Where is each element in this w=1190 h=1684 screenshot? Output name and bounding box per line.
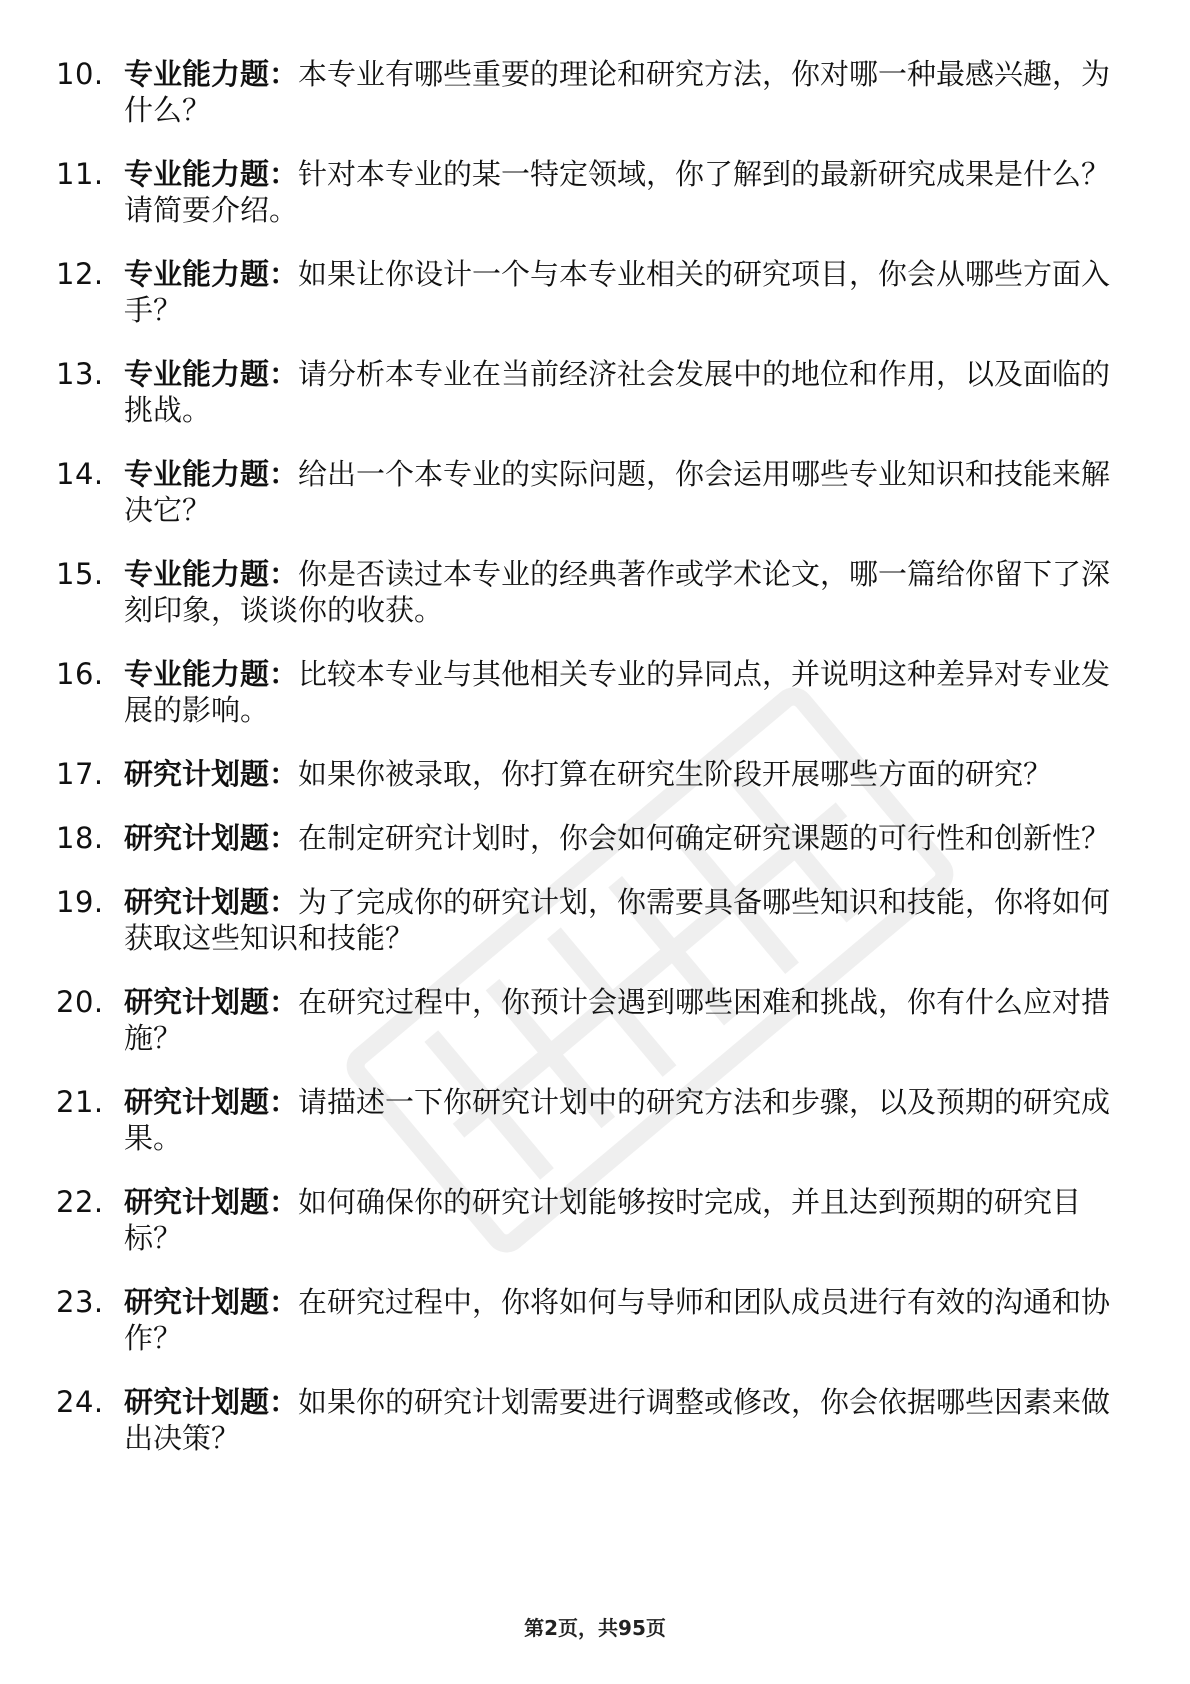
- question-text: 给出一个本专业的实际问题，你会运用哪些专业知识和技能来解决它？: [124, 457, 1111, 527]
- list-item: [56, 756, 1116, 792]
- question-number: 15.: [56, 557, 104, 591]
- question-text: 在研究过程中，你将如何与导师和团队成员进行有效的沟通和协作？: [124, 1285, 1111, 1355]
- question-category: 专业能力题：: [124, 457, 299, 491]
- question-number: 14.: [56, 457, 104, 491]
- question-body: [124, 456, 1116, 528]
- list-item: [56, 256, 1116, 328]
- question-text: 你是否读过本专业的经典著作或学术论文，哪一篇给你留下了深刻印象，谈谈你的收获。: [124, 557, 1111, 627]
- question-number: 11.: [56, 157, 104, 191]
- list-item: [56, 1384, 1116, 1456]
- question-text: 在制定研究计划时，你会如何确定研究课题的可行性和创新性？: [298, 821, 1111, 855]
- question-text: 请分析本专业在当前经济社会发展中的地位和作用，以及面临的挑战。: [124, 357, 1111, 427]
- list-item: [56, 1184, 1116, 1256]
- question-number: 10.: [56, 57, 104, 91]
- question-body: [124, 984, 1116, 1056]
- list-item: [56, 884, 1116, 956]
- question-category: 专业能力题：: [124, 357, 299, 391]
- question-body: [124, 756, 1116, 792]
- question-number: 18.: [56, 821, 104, 855]
- question-body: [124, 56, 1116, 128]
- list-item: [56, 56, 1116, 128]
- question-text: 针对本专业的某一特定领域，你了解到的最新研究成果是什么？请简要介绍。: [124, 157, 1111, 227]
- page-footer: [0, 1612, 1190, 1641]
- question-body: [124, 256, 1116, 328]
- question-body: [124, 156, 1116, 228]
- question-number: 16.: [56, 657, 104, 691]
- question-number: 19.: [56, 885, 104, 919]
- question-number: 21.: [56, 1085, 104, 1119]
- question-category: 专业能力题：: [124, 657, 299, 691]
- question-text: 如果你被录取，你打算在研究生阶段开展哪些方面的研究？: [298, 757, 1053, 791]
- list-item: [56, 1084, 1116, 1156]
- question-category: 专业能力题：: [124, 157, 299, 191]
- question-text: 如果让你设计一个与本专业相关的研究项目，你会从哪些方面入手？: [124, 257, 1111, 327]
- question-category: 研究计划题：: [124, 1085, 299, 1119]
- question-category: 研究计划题：: [124, 1185, 299, 1219]
- question-number: 24.: [56, 1385, 104, 1419]
- question-number: 17.: [56, 757, 104, 791]
- question-category: 研究计划题：: [124, 821, 299, 855]
- question-body: [124, 656, 1116, 728]
- page-number-label: 第2页，共95页: [524, 1616, 666, 1640]
- question-category: 专业能力题：: [124, 57, 299, 91]
- question-text: 在研究过程中，你预计会遇到哪些困难和挑战，你有什么应对措施？: [124, 985, 1111, 1055]
- question-text: 本专业有哪些重要的理论和研究方法，你对哪一种最感兴趣，为什么？: [124, 57, 1111, 127]
- list-item: [56, 356, 1116, 428]
- question-category: 专业能力题：: [124, 257, 299, 291]
- list-item: [56, 984, 1116, 1056]
- question-number: 20.: [56, 985, 104, 1019]
- list-item: [56, 556, 1116, 628]
- question-category: 研究计划题：: [124, 1285, 299, 1319]
- list-item: [56, 456, 1116, 528]
- question-category: 研究计划题：: [124, 985, 299, 1019]
- list-item: [56, 156, 1116, 228]
- list-item: [56, 820, 1116, 856]
- question-number: 12.: [56, 257, 104, 291]
- question-number: 22.: [56, 1185, 104, 1219]
- question-text: 如何确保你的研究计划能够按时完成，并且达到预期的研究目标？: [124, 1185, 1082, 1255]
- question-body: [124, 1184, 1116, 1256]
- question-body: [124, 1084, 1116, 1156]
- question-text: 为了完成你的研究计划，你需要具备哪些知识和技能，你将如何获取这些知识和技能？: [124, 885, 1111, 955]
- question-list: [56, 56, 1116, 1484]
- question-number: 23.: [56, 1285, 104, 1319]
- list-item: [56, 1284, 1116, 1356]
- question-body: [124, 884, 1116, 956]
- question-number: 13.: [56, 357, 104, 391]
- question-body: [124, 1284, 1116, 1356]
- question-body: [124, 556, 1116, 628]
- question-text: 如果你的研究计划需要进行调整或修改，你会依据哪些因素来做出决策？: [124, 1385, 1111, 1455]
- question-category: 研究计划题：: [124, 1385, 299, 1419]
- list-item: [56, 656, 1116, 728]
- question-category: 研究计划题：: [124, 757, 299, 791]
- question-text: 比较本专业与其他相关专业的异同点，并说明这种差异对专业发展的影响。: [124, 657, 1111, 727]
- question-category: 专业能力题：: [124, 557, 299, 591]
- question-category: 研究计划题：: [124, 885, 299, 919]
- question-body: [124, 1384, 1116, 1456]
- question-text: 请描述一下你研究计划中的研究方法和步骤，以及预期的研究成果。: [124, 1085, 1111, 1155]
- question-body: [124, 356, 1116, 428]
- question-body: [124, 820, 1116, 856]
